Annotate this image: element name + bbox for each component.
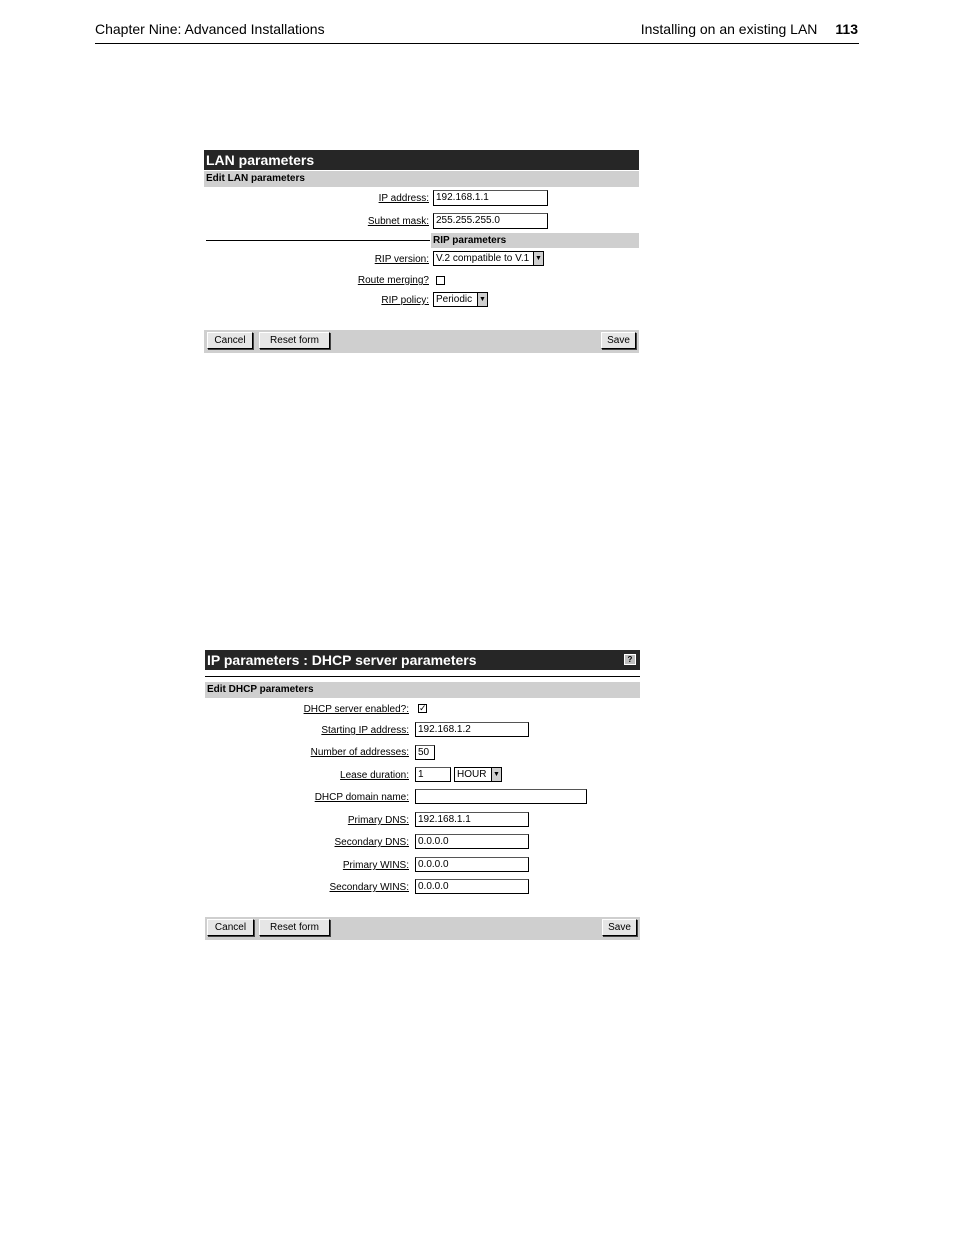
num-addresses-input[interactable]: 50 xyxy=(415,745,435,760)
dhcp-title-rule xyxy=(205,676,640,677)
lan-parameters-form xyxy=(204,150,639,353)
running-header xyxy=(641,21,858,37)
dhcp-parameters-form xyxy=(205,650,640,940)
lease-unit-value: HOUR xyxy=(457,769,487,780)
reset-form-button[interactable]: Reset form xyxy=(259,332,330,349)
help-icon[interactable]: ? xyxy=(624,654,636,665)
dhcp-form-title: IP parameters : DHCP server parameters xyxy=(205,650,640,670)
primary-wins-input[interactable]: 0.0.0.0 xyxy=(415,857,529,872)
dhcp-enabled-checkbox[interactable]: ✓ xyxy=(419,703,427,713)
rip-divider-line xyxy=(206,240,430,241)
domain-name-label[interactable]: DHCP domain name: xyxy=(314,792,409,803)
cancel-button[interactable]: Cancel xyxy=(207,332,253,349)
section-title: Installing on an existing LAN xyxy=(640,21,818,37)
reset-form-button[interactable]: Reset form xyxy=(259,919,330,936)
lan-form-title: LAN parameters xyxy=(204,150,639,170)
secondary-wins-label[interactable]: Secondary WINS: xyxy=(329,882,409,893)
lan-form-subtitle: Edit LAN parameters xyxy=(204,171,639,187)
chevron-down-icon[interactable]: ▼ xyxy=(491,768,501,781)
ip-address-label[interactable]: IP address: xyxy=(378,193,429,204)
rip-version-select[interactable] xyxy=(433,251,544,266)
rip-policy-label[interactable]: RIP policy: xyxy=(381,295,429,306)
chevron-down-icon[interactable]: ▼ xyxy=(533,252,543,265)
save-button[interactable]: Save xyxy=(602,919,637,936)
dhcp-form-subtitle: Edit DHCP parameters xyxy=(205,682,640,698)
starting-ip-input[interactable]: 192.168.1.2 xyxy=(415,722,529,737)
lease-duration-label[interactable]: Lease duration: xyxy=(340,770,409,781)
route-merging-label[interactable]: Route merging? xyxy=(357,275,429,286)
lease-duration-input[interactable]: 1 xyxy=(415,767,451,782)
starting-ip-label[interactable]: Starting IP address: xyxy=(321,725,409,736)
header-rule xyxy=(95,43,859,44)
chapter-title: Chapter Nine: Advanced Installations xyxy=(95,21,325,37)
rip-policy-value: Periodic xyxy=(436,294,473,305)
secondary-dns-label[interactable]: Secondary DNS: xyxy=(334,837,409,848)
primary-wins-label[interactable]: Primary WINS: xyxy=(342,860,409,871)
rip-section-title: RIP parameters xyxy=(431,233,639,248)
save-button[interactable]: Save xyxy=(601,332,636,349)
primary-dns-label[interactable]: Primary DNS: xyxy=(347,815,409,826)
primary-dns-input[interactable]: 192.168.1.1 xyxy=(415,812,529,827)
route-merging-checkbox[interactable] xyxy=(436,276,445,285)
rip-policy-select[interactable] xyxy=(433,292,488,307)
rip-version-label[interactable]: RIP version: xyxy=(374,254,429,265)
secondary-wins-input[interactable]: 0.0.0.0 xyxy=(415,879,529,894)
chevron-down-icon[interactable]: ▼ xyxy=(477,293,487,306)
secondary-dns-input[interactable]: 0.0.0.0 xyxy=(415,834,529,849)
num-addresses-label[interactable]: Number of addresses: xyxy=(310,747,409,758)
lease-unit-select[interactable] xyxy=(454,767,502,782)
domain-name-input[interactable] xyxy=(415,789,587,804)
ip-address-input[interactable]: 192.168.1.1 xyxy=(433,190,548,206)
page-number: 113 xyxy=(835,21,858,37)
cancel-button[interactable]: Cancel xyxy=(207,919,254,936)
rip-version-value: V.2 compatible to V.1 xyxy=(436,253,530,264)
subnet-mask-input[interactable]: 255.255.255.0 xyxy=(433,213,548,229)
subnet-mask-label[interactable]: Subnet mask: xyxy=(367,216,429,227)
dhcp-enabled-label[interactable]: DHCP server enabled?: xyxy=(303,704,409,715)
